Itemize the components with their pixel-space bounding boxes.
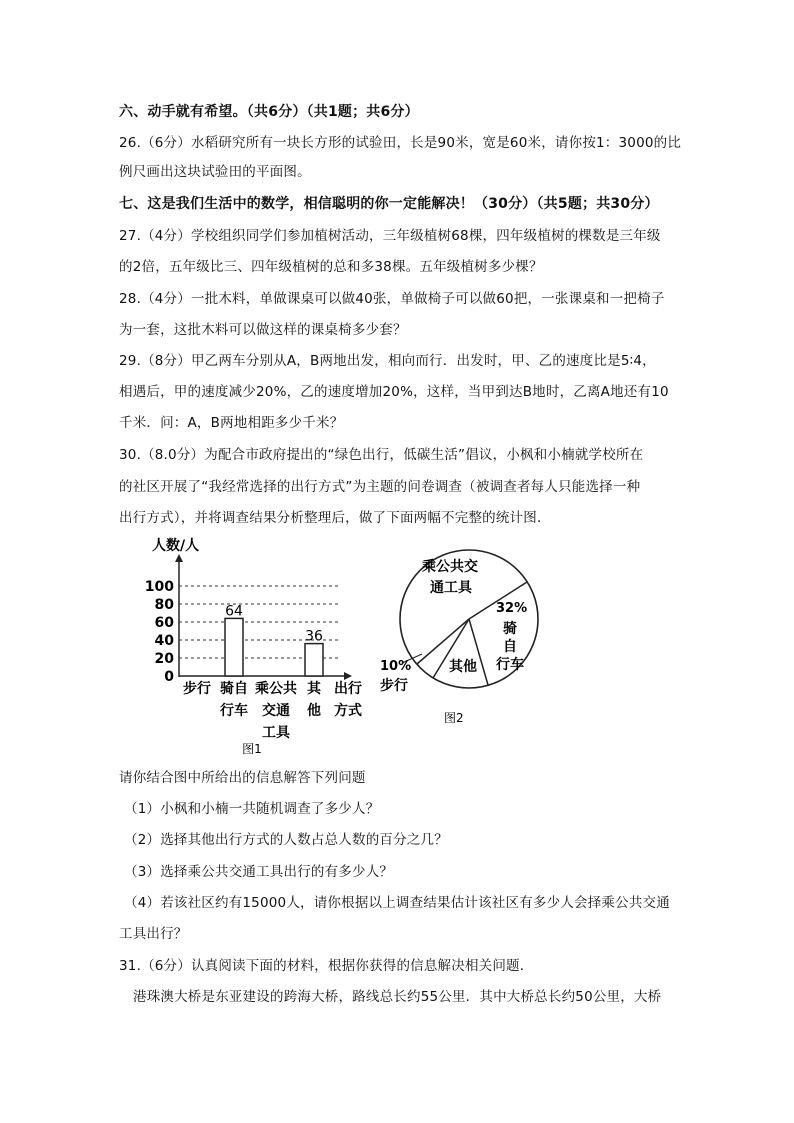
bar-3	[305, 644, 323, 676]
bar-1	[225, 618, 243, 676]
q29-line1: 29.（8分）甲乙两车分别从A，B两地出发，相向而行．出发时，甲、乙的速度比是5∶4，	[119, 353, 656, 369]
q30-sub4-line2: 工具出行？	[119, 926, 188, 942]
category-label-2-0: 乘公共	[255, 681, 297, 697]
q30-prompt: 请你结合图中所给出的信息解答下列问题	[119, 770, 366, 786]
slice-label-public-1: 乘公共交	[422, 559, 478, 575]
q27-line1: 27.（4分）学校组织同学们参加植树活动，三年级植树68棵，四年级植树的棵数是三年级	[119, 228, 661, 244]
figure2-caption: 图2	[444, 711, 464, 725]
q30-line3: 出行方式），并将调查结果分析整理后，做了下面两幅不完整的统计图．	[119, 510, 551, 526]
slice-label-public-2: 通工具	[430, 580, 472, 596]
y-axis-label: 人数/人	[152, 538, 200, 554]
q30-line1: 30.（8.0分）为配合市政府提出的“绿色出行，低碳生活”倡议，小枫和小楠就学校所在	[119, 447, 644, 463]
q26-line1: 26.（6分）水稻研究所有一块长方形的试验田，长是90米，宽是60米，请你按1：3000的比	[119, 135, 682, 151]
y-tick-60: 60	[154, 615, 174, 631]
x-axis-label-1: 方式	[334, 703, 362, 719]
pie-chart-figure2	[372, 540, 542, 725]
y-tick-20: 20	[154, 651, 174, 667]
q30-sub1: （1）小枫和小楠一共随机调查了多少人？	[124, 801, 380, 817]
bar-value-label-1: 64	[225, 603, 243, 620]
category-label-0-0: 步行	[183, 681, 211, 697]
q29-line3: 千米．问：A，B两地相距多少千米？	[119, 415, 344, 431]
category-label-1-0: 骑自	[220, 681, 248, 697]
q28-line2: 为一套，这批木料可以做这样的课桌椅多少套？	[119, 322, 407, 338]
section7-heading: 七、这是我们生活中的数学，相信聪明的你一定能解决！（30分）（共5题；共30分）	[119, 196, 659, 212]
bars	[225, 603, 323, 676]
figure1-caption: 图1	[242, 742, 262, 756]
q30-line2: 的社区开展了“我经常选择的出行方式”为主题的问卷调查（被调查者每人只能选择一种	[119, 479, 641, 495]
y-tick-0: 0	[164, 669, 174, 685]
y-tick-80: 80	[154, 597, 174, 613]
q27-line2: 的2倍，五年级比三、四年级植树的总和多38棵。五年级植树多少棵？	[119, 259, 543, 275]
x-axis-label-0: 出行	[334, 681, 362, 697]
bar-chart-figure1	[130, 530, 380, 765]
section6-heading: 六、动手就有希望。（共6分）（共1题；共6分）	[119, 104, 419, 120]
slice-value-bike: 32%	[496, 601, 528, 616]
q30-sub2: （2）选择其他出行方式的人数占总人数的百分之几？	[124, 832, 448, 848]
y-axis-arrow	[175, 554, 183, 562]
category-label-2-1: 交通	[262, 703, 290, 719]
q30-sub3: （3）选择乘公共交通工具出行的有多少人？	[124, 864, 394, 880]
category-label-2-2: 工具	[262, 725, 290, 741]
slice-label-walk: 步行	[380, 678, 408, 694]
y-tick-40: 40	[154, 633, 174, 649]
q31-line1: 31.（6分）认真阅读下面的材料，根据你获得的信息解决相关问题．	[119, 958, 534, 974]
q31-material: 港珠澳大桥是东亚建设的跨海大桥，路线总长约55公里．其中大桥总长约50公里，大桥	[133, 989, 662, 1005]
category-label-1-1: 行车	[220, 703, 248, 719]
slice-label-bike-2: 自	[503, 639, 517, 655]
slice-value-walk: 10%	[380, 659, 412, 674]
slice-label-other: 其他	[449, 659, 477, 675]
q29-line2: 相遇后，甲的速度减少20%，乙的速度增加20%，这样，当甲到达B地时，乙离A地还有10	[119, 384, 669, 400]
q26-line2: 例尺画出这块试验田的平面图。	[119, 164, 311, 180]
y-tick-labels	[145, 579, 174, 685]
slice-label-bike-3: 行车	[496, 657, 524, 673]
category-label-3-0: 其	[307, 681, 321, 697]
pie-divider-bike-other	[469, 619, 488, 685]
q30-sub4-line1: （4）若该社区约有15000人，请你根据以上调查结果估计该社区有多少人会择乘公共交通	[124, 895, 670, 911]
category-label-3-1: 他	[307, 703, 321, 719]
q28-line1: 28.（4分）一批木料，单做课桌可以做40张，单做椅子可以做60把，一张课桌和一把椅子	[119, 291, 665, 307]
slice-label-bike-1: 骑	[503, 621, 517, 637]
x-axis-label	[334, 680, 362, 719]
category-labels	[183, 680, 322, 741]
bar-value-label-3: 36	[305, 628, 323, 645]
x-axis-arrow	[344, 672, 352, 680]
y-tick-100: 100	[144, 579, 174, 595]
pie-divider-walk-public	[417, 619, 469, 664]
